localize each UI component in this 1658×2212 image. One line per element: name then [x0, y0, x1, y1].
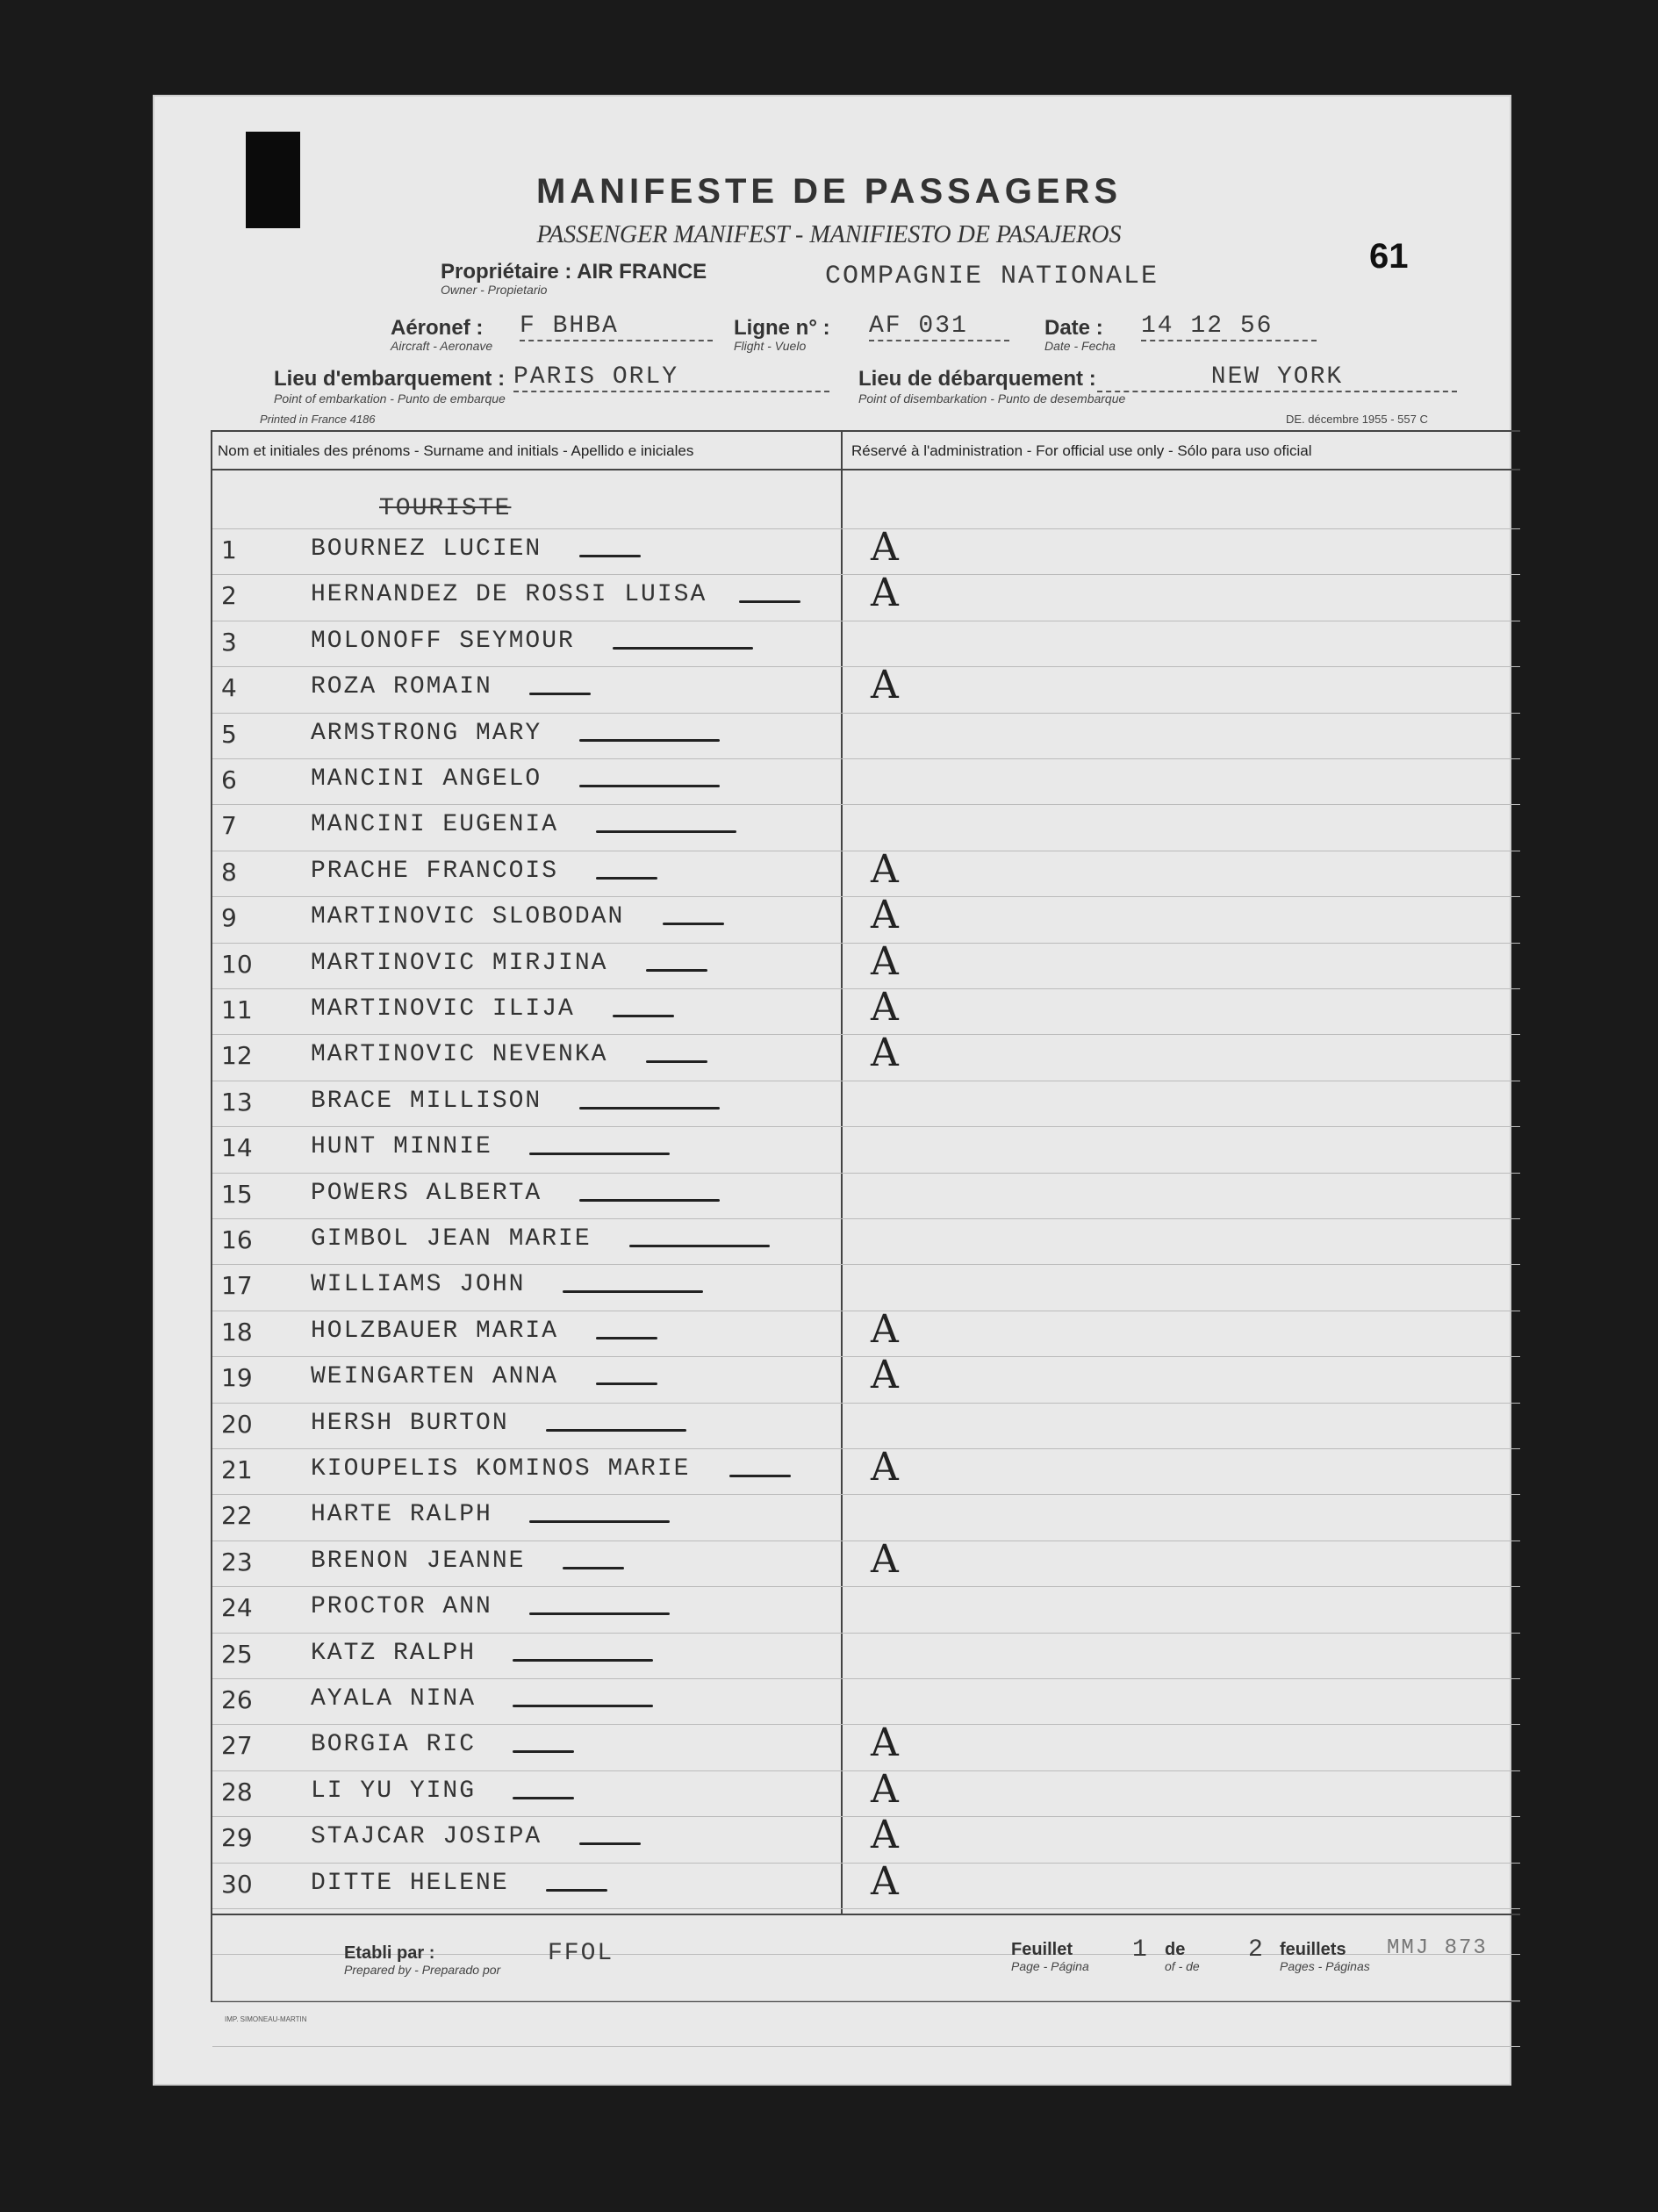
passenger-name: MARTINOVIC ILIJA — [311, 995, 575, 1023]
table-row — [212, 1133, 1520, 1177]
row-number: 3 — [221, 627, 237, 657]
row-number: 11 — [221, 995, 253, 1024]
handwritten-check-stroke — [613, 647, 753, 650]
disembark-label: Lieu de débarquement : — [858, 367, 1096, 391]
disembark-value: NEW YORK — [1097, 363, 1457, 392]
row-number: 22 — [221, 1501, 253, 1531]
passenger-name: MANCINI ANGELO — [311, 765, 542, 793]
class-label: TOURISTE — [379, 495, 512, 522]
disembark-sublabel: Point of disembarkation - Punto de desembarque — [858, 391, 1126, 406]
table-row — [212, 628, 1520, 672]
handwritten-check-stroke — [546, 1889, 607, 1892]
row-number: 16 — [221, 1225, 253, 1254]
embark-label: Lieu d'embarquement : — [274, 367, 506, 391]
admin-mark: A — [871, 1306, 899, 1352]
row-number: 26 — [221, 1685, 253, 1714]
passenger-name: BRACE MILLISON — [311, 1087, 542, 1115]
admin-mark: A — [871, 938, 899, 984]
passenger-name: MANCINI EUGENIA — [311, 811, 559, 839]
table-row — [212, 893, 1520, 947]
handwritten-check-stroke — [529, 1153, 670, 1155]
row-number: 20 — [221, 1409, 253, 1439]
handwritten-check-stroke — [663, 923, 724, 925]
passenger-name: POWERS ALBERTA — [311, 1179, 542, 1207]
date-value: 14 12 56 — [1141, 312, 1317, 341]
aircraft-sublabel: Aircraft - Aeronave — [391, 339, 493, 353]
embark-sublabel: Point of embarkation - Punto de embarque — [274, 391, 506, 406]
passenger-name: HOLZBAUER MARIA — [311, 1317, 559, 1345]
form-code: DE. décembre 1955 - 557 C — [1286, 413, 1428, 426]
passenger-name: WILLIAMS JOHN — [311, 1271, 526, 1299]
owner-label: Propriétaire : AIR FRANCE — [441, 260, 707, 284]
row-number: 23 — [221, 1547, 253, 1576]
handwritten-check-stroke — [596, 1382, 657, 1385]
table-row — [212, 1353, 1520, 1407]
table-row — [212, 1720, 1520, 1775]
admin-mark: A — [871, 1031, 899, 1076]
sheet-label: Feuillet — [1011, 1940, 1073, 1959]
passenger-name: BORGIA RIC — [311, 1731, 477, 1759]
row-number: 9 — [221, 903, 237, 933]
passenger-name: HARTE RALPH — [311, 1501, 492, 1529]
admin-mark: A — [871, 846, 899, 892]
passenger-name: MARTINOVIC MIRJINA — [311, 949, 608, 977]
handwritten-check-stroke — [579, 739, 720, 742]
ruled-line — [212, 2000, 1520, 2001]
sheet-sublabel: Page - Página — [1011, 1959, 1089, 1973]
row-number: 6 — [221, 765, 237, 794]
passenger-name: KIOUPELIS KOMINOS MARIE — [311, 1455, 691, 1483]
flight-sublabel: Flight - Vuelo — [734, 339, 807, 353]
page-number: 61 — [1369, 237, 1409, 276]
table-row — [212, 1813, 1520, 1867]
sheet-value: 1 — [1132, 1936, 1149, 1964]
printer-imprint: IMP. SIMONEAU-MARTIN — [225, 2015, 307, 2023]
row-number: 30 — [221, 1869, 253, 1899]
flight-label: Ligne n° : — [734, 316, 830, 340]
table-row — [212, 1685, 1520, 1729]
passenger-name: ARMSTRONG MARY — [311, 719, 542, 747]
handwritten-check-stroke — [646, 969, 707, 972]
passenger-name: GIMBOL JEAN MARIE — [311, 1225, 592, 1253]
handwritten-check-stroke — [596, 830, 736, 833]
passenger-name: HUNT MINNIE — [311, 1133, 492, 1161]
passenger-name: PRACHE FRANCOIS — [311, 857, 559, 885]
passenger-name: PROCTOR ANN — [311, 1593, 492, 1621]
embark-value: PARIS ORLY — [513, 363, 829, 392]
passenger-name: HERNANDEZ DE ROSSI LUISA — [311, 581, 707, 609]
passenger-name: STAJCAR JOSIPA — [311, 1823, 542, 1851]
table-row — [212, 663, 1520, 717]
table-row — [212, 525, 1520, 579]
table-row — [212, 938, 1520, 994]
admin-mark: A — [871, 571, 899, 616]
handwritten-check-stroke — [729, 1475, 791, 1477]
footer-divider — [212, 1914, 1520, 1915]
row-number: 5 — [221, 719, 237, 749]
admin-mark: A — [871, 893, 899, 938]
table-row — [212, 1225, 1520, 1269]
admin-mark: A — [871, 1353, 899, 1398]
admin-mark: A — [871, 1445, 899, 1490]
table-row — [212, 1271, 1520, 1315]
admin-mark: A — [871, 1536, 899, 1582]
table-row — [212, 1501, 1520, 1545]
of-label: de — [1165, 1940, 1186, 1959]
table-row — [212, 985, 1520, 1039]
prepared-label: Etabli par : — [344, 1943, 435, 1963]
row-number: 24 — [221, 1593, 253, 1623]
passenger-name: DITTE HELENE — [311, 1869, 509, 1897]
owner-sublabel: Owner - Propietario — [441, 283, 548, 297]
handwritten-check-stroke — [529, 1612, 670, 1615]
handwritten-check-stroke — [613, 1015, 674, 1017]
table-row — [212, 811, 1520, 855]
row-number: 28 — [221, 1777, 253, 1806]
row-number: 15 — [221, 1179, 253, 1209]
row-number: 19 — [221, 1363, 253, 1393]
table-header — [212, 432, 1520, 470]
admin-mark: A — [871, 525, 899, 570]
handwritten-check-stroke — [563, 1567, 624, 1569]
table-row — [212, 1306, 1520, 1361]
row-number: 12 — [221, 1041, 253, 1071]
admin-mark: A — [871, 1766, 899, 1812]
admin-mark: A — [871, 985, 899, 1030]
table-row — [212, 720, 1520, 764]
row-number: 4 — [221, 673, 237, 703]
table-row — [212, 1410, 1520, 1454]
table-row — [212, 765, 1520, 809]
sheets-sublabel: Pages - Páginas — [1280, 1959, 1370, 1973]
flight-value: AF 031 — [869, 312, 1009, 341]
handwritten-check-stroke — [739, 600, 800, 603]
table-row — [212, 1640, 1520, 1684]
handwritten-check-stroke — [513, 1750, 574, 1753]
manifest-title: MANIFESTE DE PASSAGERS — [535, 172, 1123, 211]
handwritten-check-stroke — [563, 1290, 703, 1293]
handwritten-check-stroke — [646, 1060, 707, 1063]
table-row — [212, 1766, 1520, 1821]
row-number: 21 — [221, 1455, 253, 1484]
admin-mark: A — [871, 1858, 899, 1904]
handwritten-check-stroke — [629, 1245, 770, 1247]
printed-note: Printed in France 4186 — [260, 413, 376, 426]
handwritten-check-stroke — [596, 877, 657, 880]
row-number: 10 — [221, 949, 253, 979]
passenger-name: HERSH BURTON — [311, 1409, 509, 1437]
table-row — [212, 1858, 1520, 1914]
reference-code: MMJ 873 — [1387, 1936, 1488, 1960]
passenger-name: KATZ RALPH — [311, 1639, 477, 1667]
prepared-value: FFOL — [548, 1940, 614, 1967]
handwritten-check-stroke — [579, 1107, 720, 1110]
table-row — [212, 846, 1520, 901]
passenger-name: MARTINOVIC SLOBODAN — [311, 903, 625, 931]
manifest-subtitle: PASSENGER MANIFEST - MANIFIESTO DE PASAJEROS — [536, 221, 1122, 248]
owner-value: COMPAGNIE NATIONALE — [825, 262, 1159, 291]
admin-mark: A — [871, 1720, 899, 1766]
handwritten-check-stroke — [513, 1705, 653, 1707]
handwritten-check-stroke — [579, 1842, 641, 1845]
handwritten-check-stroke — [529, 1520, 670, 1523]
row-number: 8 — [221, 857, 237, 887]
passenger-name: BRENON JEANNE — [311, 1547, 526, 1575]
passenger-name: MARTINOVIC NEVENKA — [311, 1041, 608, 1069]
prepared-sublabel: Prepared by - Preparado por — [344, 1963, 501, 1977]
row-number: 7 — [221, 811, 237, 841]
passenger-name: MOLONOFF SEYMOUR — [311, 627, 575, 655]
table-row — [212, 1180, 1520, 1224]
admin-mark: A — [871, 663, 899, 708]
row-number: 14 — [221, 1133, 253, 1163]
row-number: 29 — [221, 1823, 253, 1853]
passenger-table — [211, 430, 1520, 2002]
handwritten-check-stroke — [596, 1337, 657, 1339]
passenger-name: ROZA ROMAIN — [311, 673, 492, 701]
passenger-name: BOURNEZ LUCIEN — [311, 535, 542, 563]
row-number: 25 — [221, 1639, 253, 1669]
handwritten-check-stroke — [513, 1797, 574, 1799]
admin-mark: A — [871, 1813, 899, 1858]
date-sublabel: Date - Fecha — [1044, 339, 1116, 353]
ruled-line — [212, 2046, 1520, 2047]
handwritten-check-stroke — [513, 1659, 653, 1662]
passenger-name: WEINGARTEN ANNA — [311, 1363, 559, 1391]
row-number: 18 — [221, 1317, 253, 1347]
table-row — [212, 1088, 1520, 1131]
row-number: 13 — [221, 1087, 253, 1117]
date-label: Date : — [1044, 316, 1103, 340]
passenger-name: AYALA NINA — [311, 1685, 477, 1713]
total-sheets-value: 2 — [1248, 1936, 1265, 1964]
passenger-name: LI YU YING — [311, 1777, 477, 1805]
row-number: 27 — [221, 1731, 253, 1761]
handwritten-check-stroke — [579, 785, 720, 787]
handwritten-check-stroke — [579, 555, 641, 557]
aircraft-label: Aéronef : — [391, 316, 484, 340]
row-number: 1 — [221, 535, 237, 564]
table-row — [212, 1445, 1520, 1499]
aircraft-value: F BHBA — [520, 312, 713, 341]
names-column-header: Nom et initiales des prénoms - Surname and initials - Apellido e iniciales — [218, 442, 694, 459]
table-row — [212, 1536, 1520, 1591]
sheets-label: feuillets — [1280, 1940, 1346, 1959]
handwritten-check-stroke — [579, 1199, 720, 1202]
table-row — [212, 1593, 1520, 1637]
ruled-line — [212, 528, 1520, 529]
handwritten-check-stroke — [546, 1429, 686, 1432]
table-row — [212, 1031, 1520, 1085]
handwritten-check-stroke — [529, 693, 591, 695]
row-number: 2 — [221, 581, 237, 611]
table-row — [212, 571, 1520, 625]
of-sublabel: of - de — [1165, 1959, 1200, 1973]
row-number: 17 — [221, 1271, 253, 1301]
admin-column-header: Réservé à l'administration - For official use only - Sólo para uso oficial — [851, 442, 1312, 459]
